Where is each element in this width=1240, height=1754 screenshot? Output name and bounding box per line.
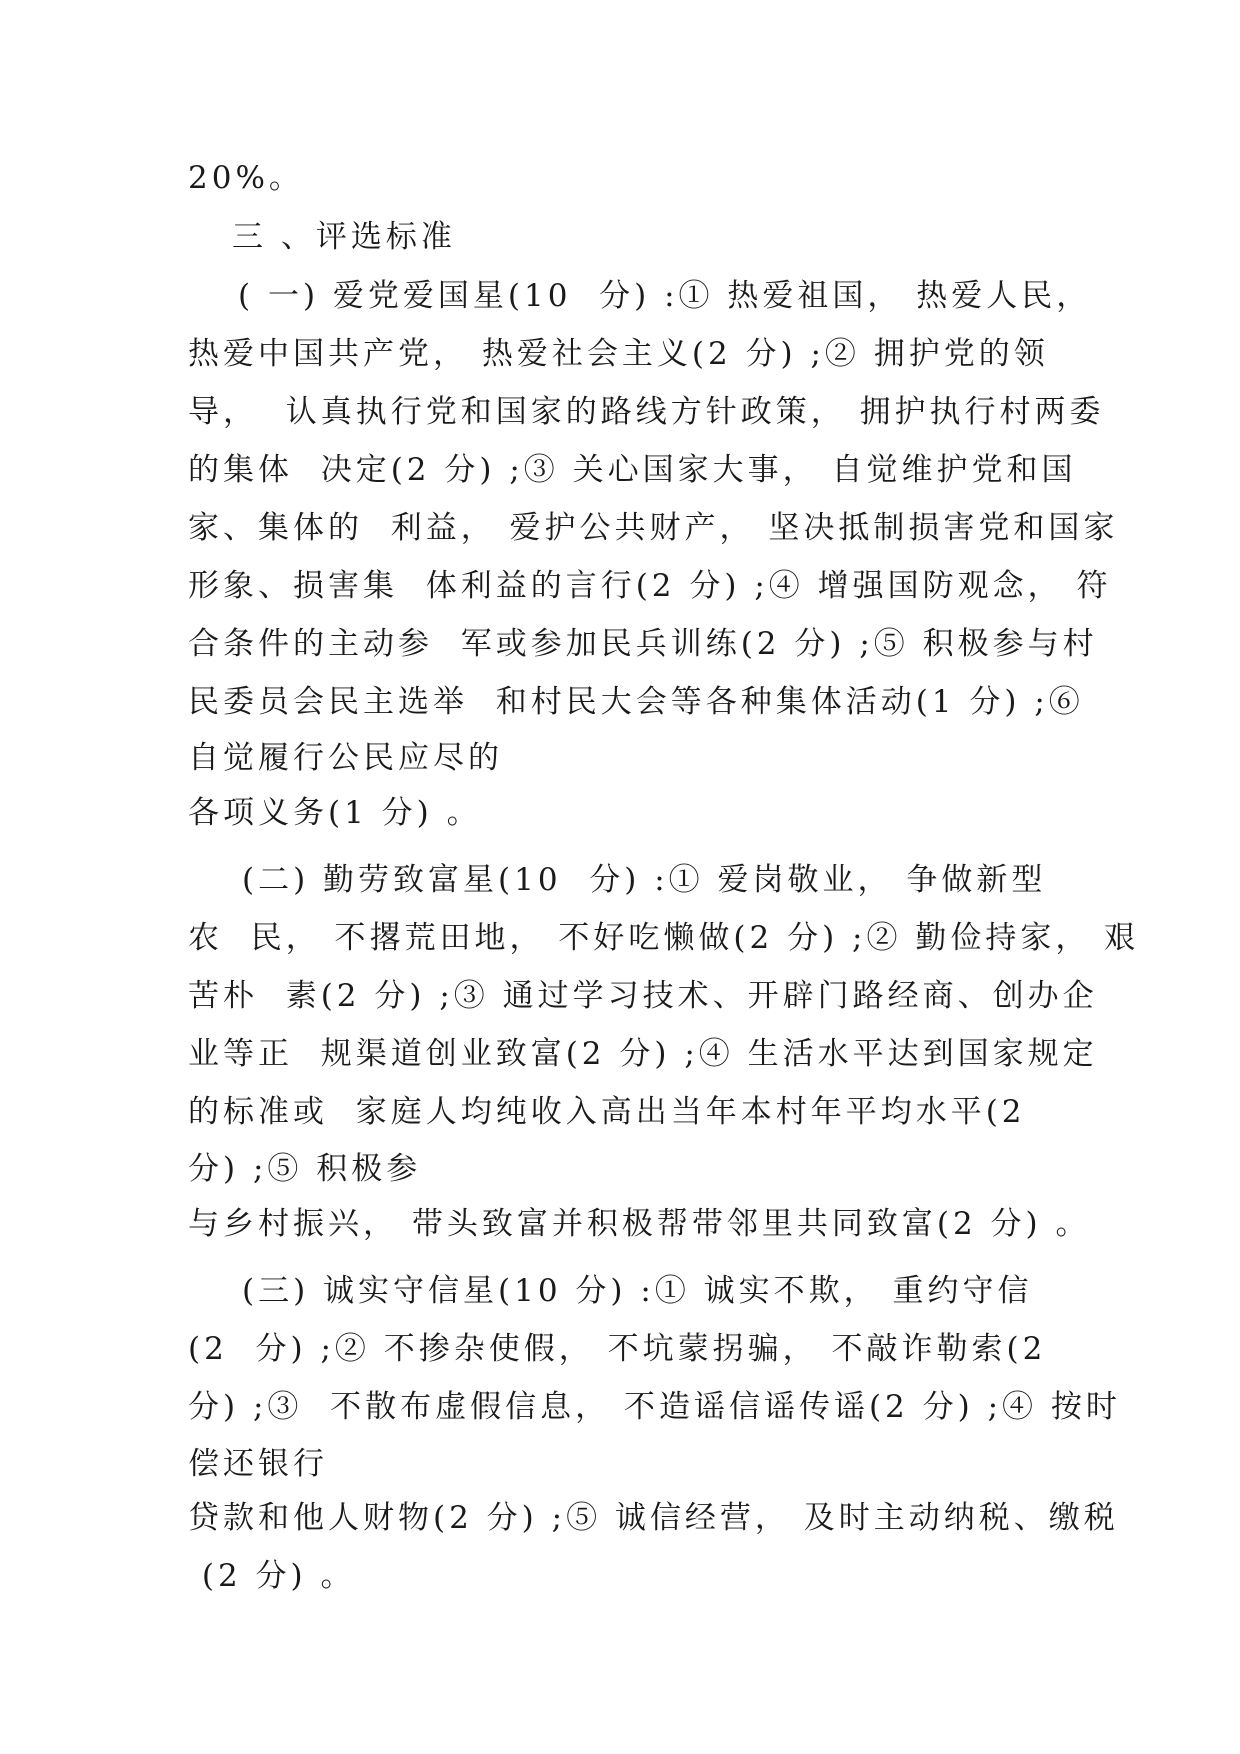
text-line: 自觉履行公民应尽的 — [188, 740, 503, 776]
text-line: 的标准或 家庭人均纯收入高出当年本村年平均水平(2 — [188, 1094, 1026, 1130]
text-line: (二) 勤劳致富星(10 分) :① 爱岗敬业， 争做新型 — [242, 862, 1047, 898]
text-line: 偿还银行 — [188, 1446, 328, 1482]
text-line: 农 民， 不撂荒田地， 不好吃懒做(2 分) ;② 勤俭持家， 艰 — [188, 920, 1140, 956]
text-line: 苦朴 素(2 分) ;③ 通过学习技术、开辟门路经商、创办企 — [188, 978, 1098, 1014]
section-heading: 三 、评选标准 — [232, 219, 456, 255]
text-line: 贷款和他人财物(2 分) ;⑤ 诚信经营， 及时主动纳税、缴税 — [188, 1500, 1119, 1536]
text-line: ( 一) 爱党爱国星(10 分) :① 热爱祖国， 热爱人民， — [238, 278, 1092, 314]
text-line: 民委员会民主选举 和村民大会等各种集体活动(1 分) ;⑥ — [188, 684, 1084, 720]
text-line: 导， 认真执行党和国家的路线方针政策， 拥护执行村两委 — [188, 394, 1105, 430]
text-line: (三) 诚实守信星(10 分) :① 诚实不欺， 重约守信 — [242, 1273, 1033, 1309]
text-line: 各项义务(1 分) 。 — [188, 795, 482, 831]
text-line: (2 分) 。 — [188, 1558, 356, 1594]
text-line: 合条件的主动参 军或参加民兵训练(2 分) ;⑤ 积极参与村 — [188, 626, 1098, 662]
text-line: 20%。 — [188, 160, 304, 196]
text-line: 业等正 规渠道创业致富(2 分) ;④ 生活水平达到国家规定 — [188, 1036, 1098, 1072]
text-line: 与乡村振兴， 带头致富并积极帮带邻里共同致富(2 分) 。 — [188, 1206, 1091, 1242]
text-line: 家、集体的 利益， 爱护公共财产， 坚决抵制损害党和国家 — [188, 510, 1119, 546]
text-line: 分) ;③ 不散布虚假信息， 不造谣信谣传谣(2 分) ;④ 按时 — [188, 1389, 1121, 1425]
text-line: 的集体 决定(2 分) ;③ 关心国家大事， 自觉维护党和国 — [188, 452, 1077, 488]
text-line: 分) ;⑤ 积极参 — [188, 1151, 422, 1187]
text-line: 形象、损害集 体利益的言行(2 分) ;④ 增强国防观念， 符 — [188, 568, 1112, 604]
text-line: (2 分) ;② 不掺杂使假， 不坑蒙拐骗， 不敲诈勒索(2 — [188, 1331, 1047, 1367]
text-line: 热爱中国共产党， 热爱社会主义(2 分) ;② 拥护党的领 — [188, 336, 1049, 372]
